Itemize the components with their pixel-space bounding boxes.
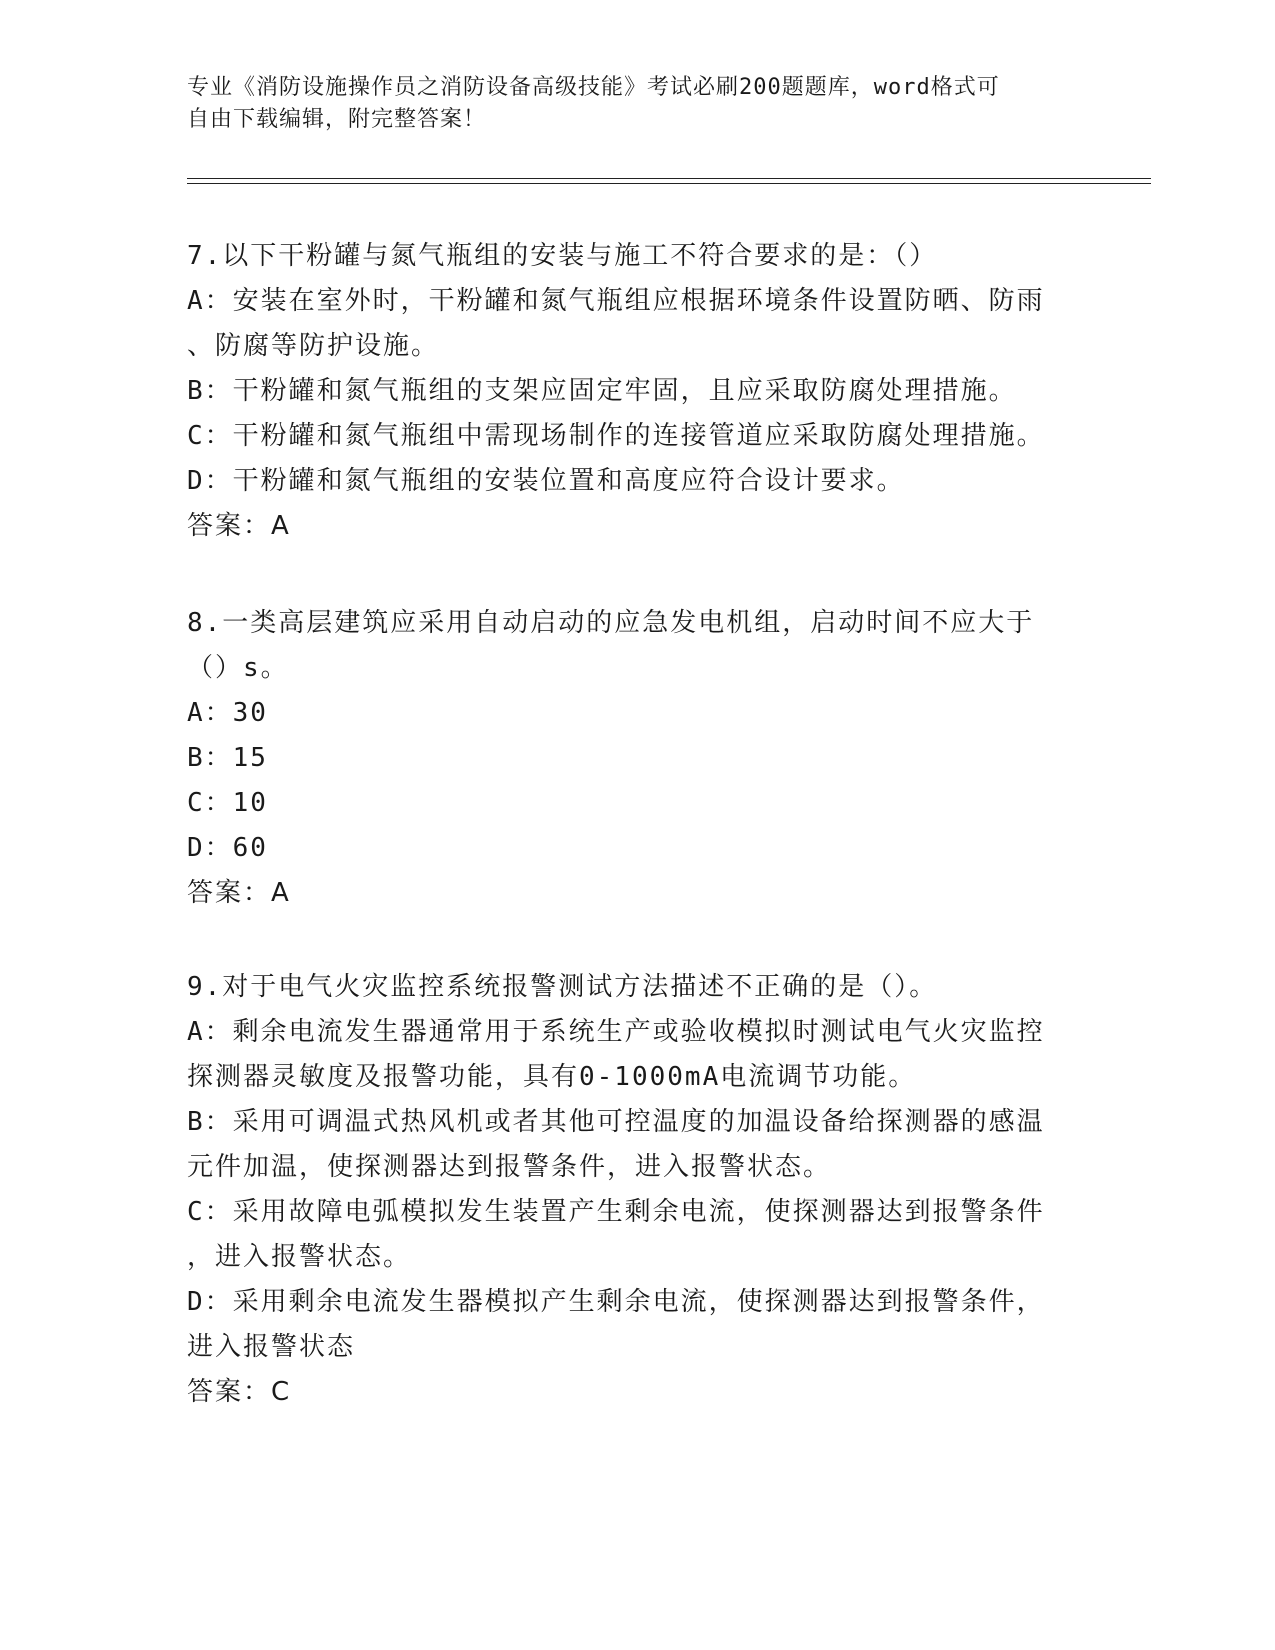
option-c: C：10 bbox=[187, 788, 268, 818]
answer: 答案：C bbox=[187, 1377, 292, 1407]
option-a bbox=[187, 1010, 1087, 1100]
question-7 bbox=[187, 234, 1087, 549]
option-b bbox=[187, 369, 1087, 414]
question-9 bbox=[187, 965, 1087, 1415]
option-line: C：采用故障电弧模拟发生装置产生剩余电流，使探测器达到报警条件 bbox=[187, 1197, 1045, 1227]
question-stem: 7.以下干粉罐与氮气瓶组的安装与施工不符合要求的是：（） bbox=[187, 241, 938, 271]
answer: 答案：A bbox=[187, 511, 291, 541]
option-line: 元件加温，使探测器达到报警条件，进入报警状态。 bbox=[187, 1152, 832, 1182]
option-c bbox=[187, 1190, 1087, 1280]
header-line-2: 自由下载编辑，附完整答案！ bbox=[187, 107, 487, 132]
answer: 答案：A bbox=[187, 878, 291, 908]
question-8 bbox=[187, 601, 1087, 916]
option-line: 进入报警状态 bbox=[187, 1332, 356, 1362]
option-b bbox=[187, 1100, 1087, 1190]
question-stem: 8.一类高层建筑应采用自动启动的应急发电机组，启动时间不应大于 bbox=[187, 608, 1035, 638]
option-d bbox=[187, 1280, 1087, 1370]
document-header bbox=[187, 72, 1067, 136]
option-line: A：剩余电流发生器通常用于系统生产或验收模拟时测试电气火灾监控 bbox=[187, 1017, 1045, 1047]
option-line: D：采用剩余电流发生器模拟产生剩余电流，使探测器达到报警条件， bbox=[187, 1287, 1045, 1317]
option-c bbox=[187, 414, 1087, 459]
option-line: ，进入报警状态。 bbox=[187, 1242, 412, 1272]
header-line-1: 专业《消防设施操作员之消防设备高级技能》考试必刷200题题库，word格式可 bbox=[187, 75, 1000, 100]
option-line: 探测器灵敏度及报警功能，具有0-1000mA电流调节功能。 bbox=[187, 1062, 917, 1092]
option-a bbox=[187, 279, 1087, 369]
option-b: B：15 bbox=[187, 743, 268, 773]
option-d: D：60 bbox=[187, 833, 268, 863]
option-line: B：干粉罐和氮气瓶组的支架应固定牢固，且应采取防腐处理措施。 bbox=[187, 376, 1017, 406]
question-stem: （）s。 bbox=[187, 653, 289, 683]
option-line: C：干粉罐和氮气瓶组中需现场制作的连接管道应采取防腐处理措施。 bbox=[187, 421, 1045, 451]
option-line: A：安装在室外时，干粉罐和氮气瓶组应根据环境条件设置防晒、防雨 bbox=[187, 286, 1045, 316]
option-a: A：30 bbox=[187, 698, 268, 728]
header-divider-top bbox=[187, 178, 1151, 179]
option-line: B：采用可调温式热风机或者其他可控温度的加温设备给探测器的感温 bbox=[187, 1107, 1045, 1137]
option-line: D：干粉罐和氮气瓶组的安装位置和高度应符合设计要求。 bbox=[187, 466, 905, 496]
question-stem: 9.对于电气火灾监控系统报警测试方法描述不正确的是（）。 bbox=[187, 972, 938, 1002]
option-d bbox=[187, 459, 1087, 504]
header-divider-bottom bbox=[187, 183, 1151, 184]
option-line: 、防腐等防护设施。 bbox=[187, 331, 440, 361]
